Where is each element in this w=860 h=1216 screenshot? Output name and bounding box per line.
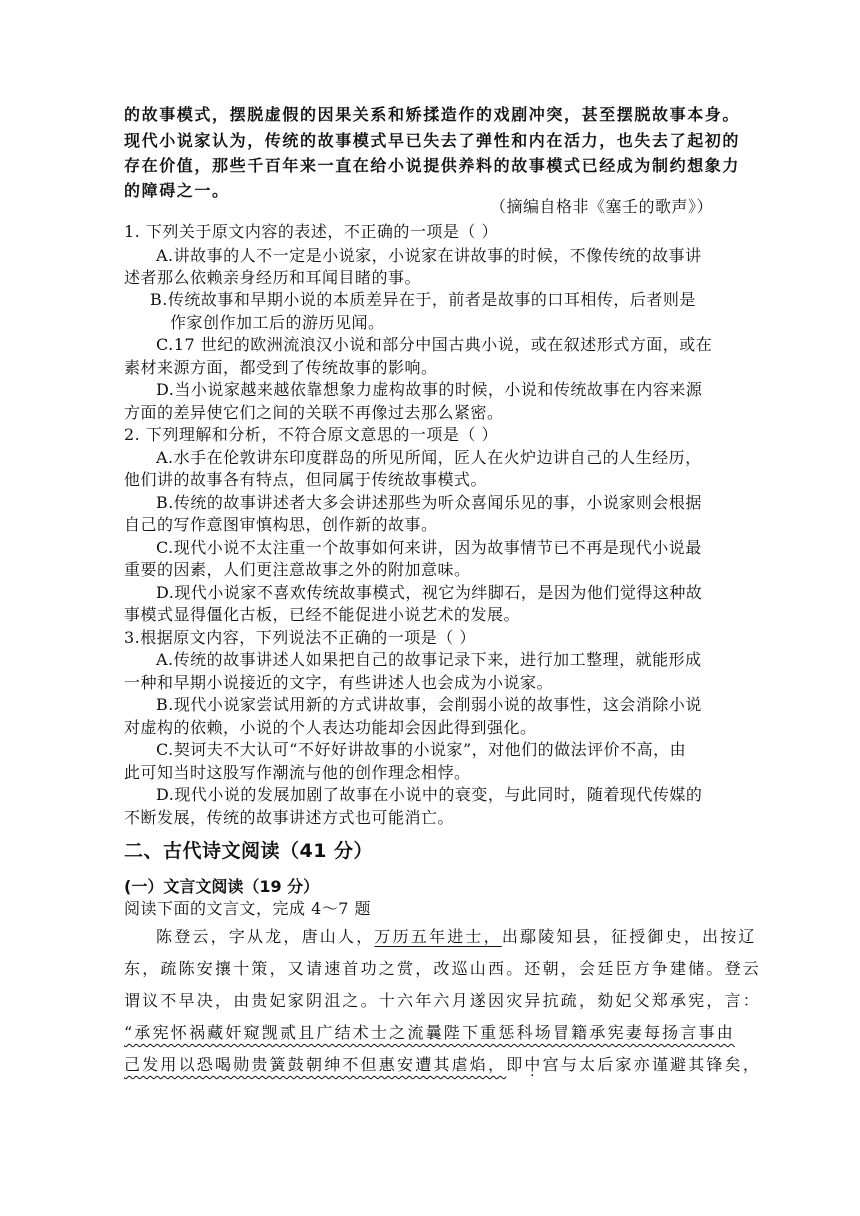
q1-stem: 1. 下列关于原文内容的表述，不正确的一项是（ ）	[124, 222, 498, 241]
q2-option-c: C.现代小说不太注重一个故事如何来讲，因为故事情节已不再是现代小说最	[156, 538, 702, 557]
subsection-1-instructions: 阅读下面的文言文，完成 4～7 题	[124, 899, 372, 918]
q2-option-a: A.水手在伦敦讲东印度群岛的所见所闻，匠人在火炉边讲自己的人生经历，	[156, 448, 702, 467]
classical-line-5-end: 与太后家亦谨避其锋矣，	[560, 1055, 762, 1074]
passage-line-3: 存在价值，那些千百年来一直在给小说提供养料的故事模式已经成为制约想象力	[124, 156, 741, 175]
q1-option-c: C.17 世纪的欧洲流浪汉小说和部分中国古典小说，或在叙述形式方面，或在	[156, 335, 713, 354]
classical-line-1	[156, 924, 757, 947]
passage-line-4: 的障碍之一。	[124, 181, 230, 200]
q3-option-b: B.现代小说家尝试用新的方式讲故事，会削弱小说的故事性，这会消除小说	[156, 695, 702, 714]
q3-option-d: D.现代小说的发展加剧了故事在小说中的衰变，与此同时，随着现代传媒的	[156, 785, 703, 804]
subsection-1-title: (一）文言文阅读（19 分）	[124, 877, 320, 896]
q1-option-d-cont: 方面的差异使它们之间的关联不再像过去那么紧密。	[124, 403, 504, 422]
q1-option-a: A.讲故事的人不一定是小说家，小说家在讲故事的时候，不像传统的故事讲	[156, 246, 702, 265]
passage-line-2: 现代小说家认为，传统的故事模式早已失去了弹性和内在活力，也失去了起初的	[124, 131, 741, 150]
wavy-underlined-phrase: 己发用以恐喝勋贵簧鼓朝绅不但惠安遭其虐焰，	[124, 1055, 507, 1074]
q1-option-d: D.当小说家越来越依靠想象力虚构故事的时候，小说和传统故事在内容来源	[156, 380, 703, 399]
q3-option-b-cont: 对虚构的依赖，小说的个人表达功能却会因此得到强化。	[124, 718, 537, 737]
underlined-phrase-1: 万历五年进士，	[374, 927, 502, 946]
q2-option-a-cont: 他们讲的故事各有特点，但同属于传统故事模式。	[124, 470, 488, 489]
q3-option-a: A.传统的故事讲述人如果把自己的故事记录下来，进行加工整理，就能形成	[156, 650, 702, 669]
classical-line-2: 东，疏陈安攘十策，又请速首功之赏，改巡山西。还朝，会廷臣方争建储。登云	[124, 959, 762, 978]
section-2-title: 二、古代诗文阅读（41 分）	[124, 840, 374, 862]
passage-line-1: 的故事模式，摆脱虚假的因果关系和矫揉造作的戏剧冲突，甚至摆脱故事本身。	[124, 105, 741, 124]
q2-stem: 2. 下列理解和分析，不符合原文意思的一项是（ ）	[124, 425, 498, 444]
q1-option-c-cont: 素材来源方面，都受到了传统故事的影响。	[124, 358, 438, 377]
q2-option-d: D.现代小说家不喜欢传统故事模式，视它为绊脚石，是因为他们觉得这种故	[156, 583, 703, 602]
q2-option-b: B.传统的故事讲述者大多会讲述那些为听众喜闻乐见的事，小说家则会根据	[156, 493, 702, 512]
classical-line-3: 谓议不早决，由贵妃家阴沮之。十六年六月遂因灾异抗疏，劾妃父郑承宪，言：	[124, 991, 762, 1010]
classical-line-1-end: 出鄢陵知县，征授御史，出按辽	[501, 927, 757, 946]
q3-option-a-cont: 一种和早期小说接近的文字，有些讲述人也会成为小说家。	[124, 673, 554, 692]
q3-option-c-cont: 此可知当时这股写作潮流与他的创作理念相悖。	[124, 763, 471, 782]
q3-stem: 3.根据原文内容，下列说法不正确的一项是（ ）	[124, 628, 476, 647]
q2-option-b-cont: 自己的写作意图审慎构思，创作新的故事。	[124, 515, 438, 534]
q1-option-a-cont: 述者那么依赖亲身经历和耳闻目睹的事。	[124, 268, 422, 287]
classical-line-1-start: 陈登云，字从龙，唐山人，	[156, 927, 375, 946]
q1-option-b: B.传统故事和早期小说的本质差异在于，前者是故事的口耳相传，后者则是	[150, 290, 696, 309]
q2-option-d-cont: 事模式显得僵化古板，已经不能促进小说艺术的发展。	[124, 605, 521, 624]
q2-option-c-cont: 重要的因素，人们更注意故事之外的附加意味。	[124, 560, 471, 579]
q3-option-c: C.契诃夫不大认可“不好好讲故事的小说家”，对他们的做法评价不高，由	[156, 740, 687, 759]
classical-line-5-word-1: 即	[506, 1055, 525, 1074]
classical-line-5-word-2: 宫	[542, 1055, 561, 1074]
source-note: （摘编自格非《塞壬的歌声》）	[490, 197, 714, 216]
q1-option-b-cont: 作家创作加工后的游历见闻。	[170, 313, 385, 332]
q3-option-d-cont: 不断发展，传统的故事讲述方式也可能消亡。	[124, 808, 455, 827]
classical-line-4-wavy: “承宪怀祸藏奸窥觊贰且广结术士之流曩陛下重惩科场冒籍承宪妻每扬言事由	[124, 1023, 735, 1042]
classical-line-5	[124, 1052, 761, 1075]
dotted-emphasis-char: 中	[524, 1055, 543, 1074]
